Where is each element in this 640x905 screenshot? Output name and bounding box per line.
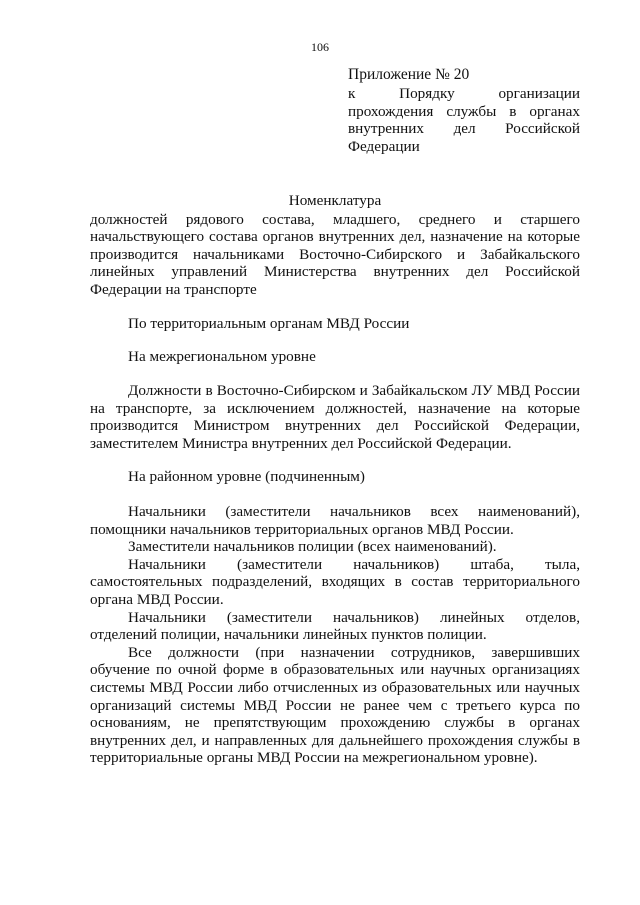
nomenclature-title: Номенклатура: [288, 192, 382, 209]
interregional-paragraph: Должности в Восточно-Сибирском и Забайкальском ЛУ МВД России на транспорте, за исключением должностей, назначение на которые производится Министром внутренних дел Российской Федерации, заместителем Министра внутренних дел Российской Федерации.: [90, 382, 580, 452]
nomenclature-heading: [90, 192, 580, 299]
appendix-title: Приложение № 20: [348, 66, 470, 83]
nomenclature-text: должностей рядового состава, младшего, среднего и старшего начальствующего состава органов внутренних дел, назначение на которые производится начальниками Восточно-Сибирского и Забайкальского линейных управлений Министерства внутренних дел Российской Федерации на транспорте: [90, 210, 580, 298]
section-interregional: На межрегиональном уровне: [128, 348, 316, 365]
appendix-header: [348, 66, 580, 155]
page-number: 106: [311, 40, 329, 54]
district-item-3: Начальники (заместители начальников) штаба, тыла, самостоятельных подразделений, входящих в состав территориального органа МВД России.: [90, 555, 580, 608]
district-item-2: Заместители начальников полиции (всех наименований).: [128, 538, 497, 556]
appendix-text: к Порядку организации прохождения службы в органах внутренних дел Российской Федерации: [348, 85, 580, 155]
district-item-4: Начальники (заместители начальников) линейных отделов, отделений полиции, начальники линейных пунктов полиции.: [90, 608, 580, 644]
section-district: На районном уровне (подчиненным): [128, 468, 365, 485]
district-item-1: Начальники (заместители начальников всех наименований), помощники начальников территориальных органов МВД России.: [90, 503, 580, 538]
district-list: [90, 503, 580, 767]
section-territorial: По территориальным органам МВД России: [128, 315, 410, 332]
district-item-5: Все должности (при назначении сотрудников, завершивших обучение по очной форме в образовательных или научных организациях системы МВД России либо отчисленных из образовательных или научных организаций системы МВД России не ранее чем с третьего курса по основаниям, не препятствующим прохождению службы в органах внутренних дел, и направленных для дальнейшего прохождения службы в территориальные органы МВД России на межрегиональном уровне).: [90, 643, 580, 767]
